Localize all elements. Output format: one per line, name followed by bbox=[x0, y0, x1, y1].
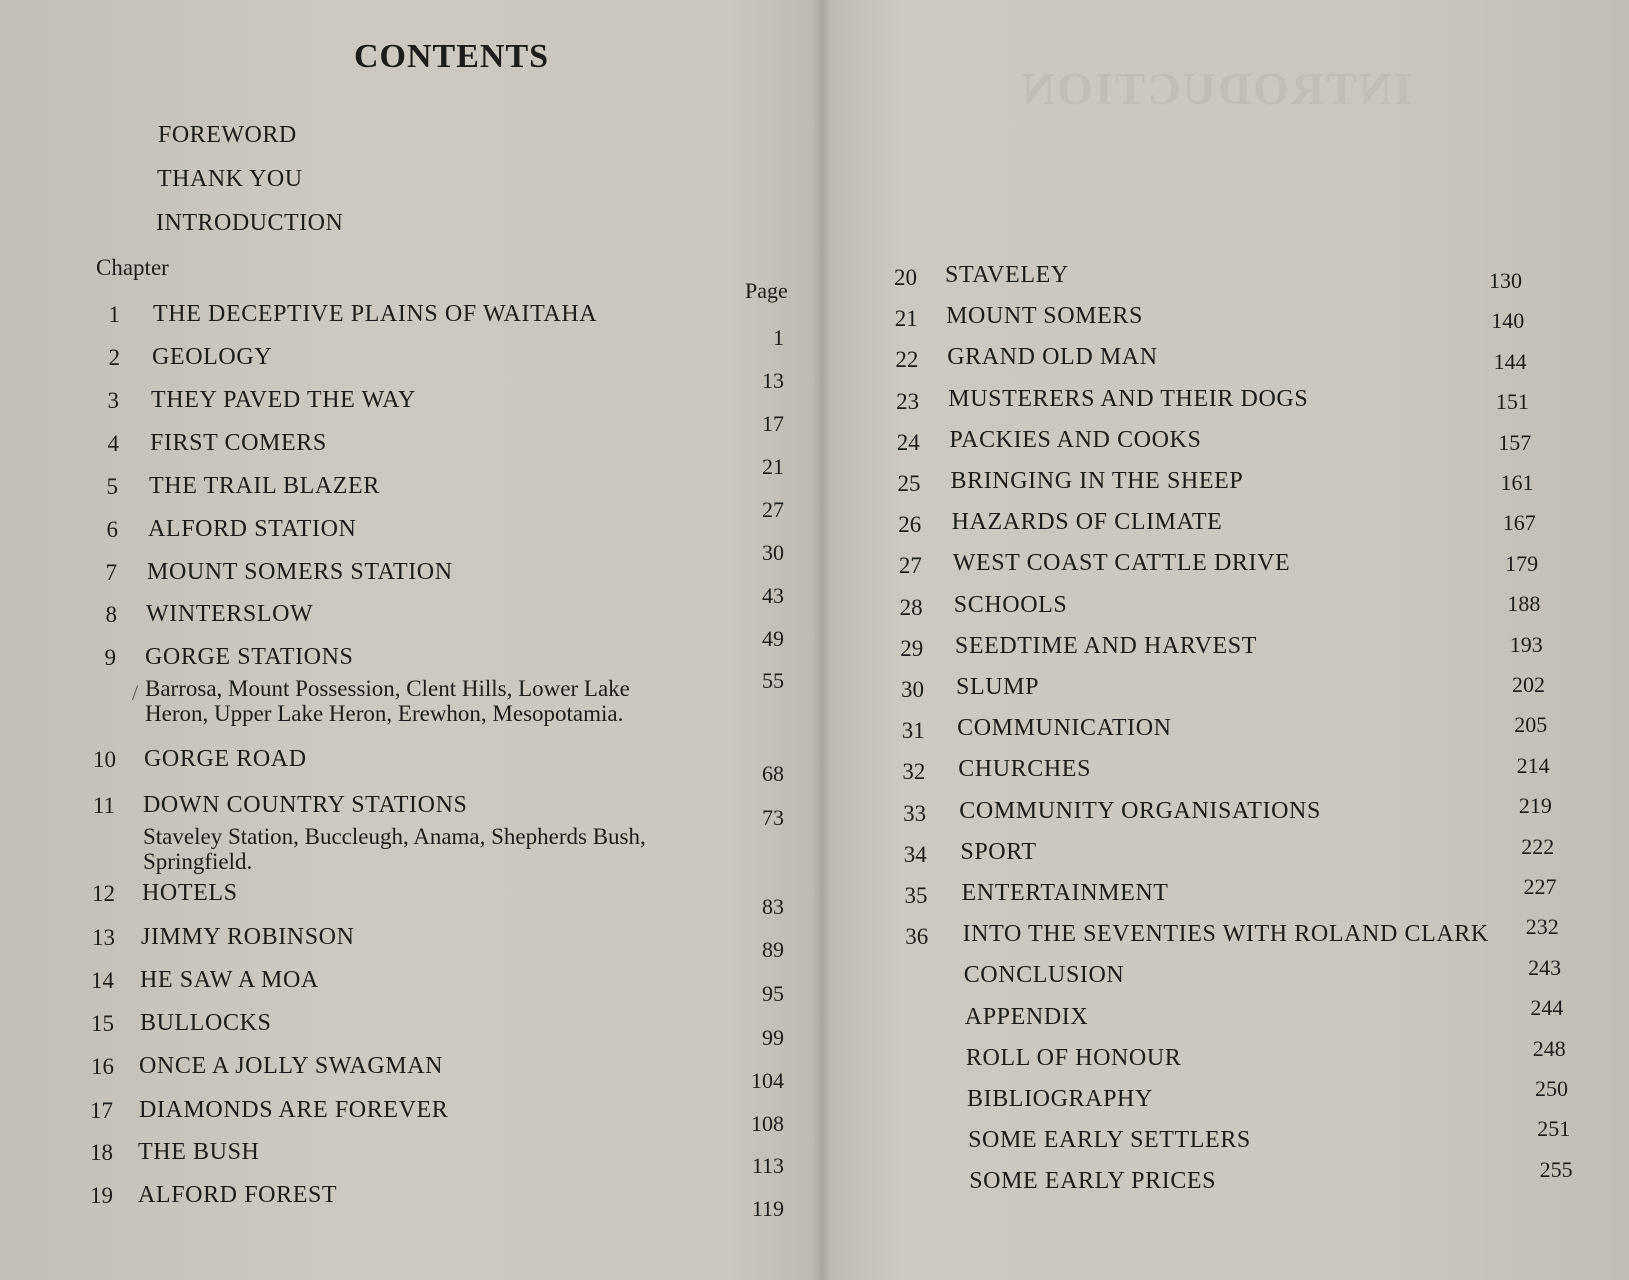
page-number: 83 bbox=[762, 894, 784, 919]
chapter-number: 15 bbox=[91, 1011, 114, 1036]
page-number: 167 bbox=[1502, 510, 1536, 536]
chapter-title: FIRST COMERS bbox=[150, 430, 327, 456]
page-number: 219 bbox=[1518, 793, 1552, 819]
page-number: 250 bbox=[1535, 1076, 1568, 1101]
chapter-title: INTO THE SEVENTIES WITH ROLAND CLARK bbox=[962, 921, 1489, 948]
chapter-subtitle: Heron, Upper Lake Heron, Erewhon, Mesopotamia. bbox=[145, 701, 624, 726]
chapter-number: 23 bbox=[896, 388, 920, 414]
chapter-number: 29 bbox=[900, 635, 924, 661]
page-number: 68 bbox=[762, 761, 784, 786]
page-number: 73 bbox=[762, 805, 784, 830]
page-number: 232 bbox=[1525, 914, 1559, 940]
chapter-title: ONCE A JOLLY SWAGMAN bbox=[139, 1053, 444, 1079]
prelim-thank-you: THANK YOU bbox=[157, 166, 303, 192]
chapter-number: 21 bbox=[894, 306, 918, 332]
page-number: 255 bbox=[1539, 1156, 1573, 1182]
chapter-title: SOME EARLY SETTLERS bbox=[968, 1127, 1251, 1154]
chapter-number: 13 bbox=[92, 925, 115, 950]
chapter-title: ROLL OF HONOUR bbox=[965, 1044, 1182, 1071]
chapter-number: 35 bbox=[904, 883, 928, 908]
prelim-foreword: FOREWORD bbox=[158, 122, 297, 148]
chapter-number: 19 bbox=[90, 1183, 113, 1208]
chapter-number: 18 bbox=[90, 1140, 113, 1165]
page-number: 113 bbox=[751, 1153, 784, 1178]
chapter-number: 7 bbox=[105, 560, 117, 585]
chapter-title: THE BUSH bbox=[138, 1139, 260, 1165]
page-number: 248 bbox=[1532, 1035, 1566, 1061]
chapter-number: 6 bbox=[106, 517, 118, 542]
chapter-number: 26 bbox=[898, 512, 922, 538]
chapter-title: JIMMY ROBINSON bbox=[141, 924, 355, 950]
page-number: 188 bbox=[1507, 591, 1541, 617]
chapter-title: GORGE STATIONS bbox=[145, 644, 354, 670]
page-number: 43 bbox=[762, 583, 784, 608]
page-number: 161 bbox=[1500, 470, 1534, 495]
chapter-title: BULLOCKS bbox=[140, 1010, 272, 1036]
chapter-number: 17 bbox=[90, 1098, 113, 1123]
chapter-number: 12 bbox=[92, 881, 115, 906]
chapter-number: 36 bbox=[905, 924, 929, 950]
page-number: 140 bbox=[1491, 308, 1525, 334]
chapter-title: APPENDIX bbox=[964, 1003, 1089, 1030]
chapter-number: 1 bbox=[108, 302, 120, 327]
page-number: 21 bbox=[762, 454, 784, 479]
chapter-number: 11 bbox=[92, 793, 115, 818]
page-number: 27 bbox=[762, 497, 784, 522]
chapter-number: 27 bbox=[898, 553, 922, 579]
chapter-number: 30 bbox=[901, 677, 924, 702]
contents-title: CONTENTS bbox=[354, 38, 550, 75]
chapter-title: BIBLIOGRAPHY bbox=[967, 1086, 1153, 1112]
chapter-number: 16 bbox=[91, 1054, 114, 1079]
page-number: 251 bbox=[1537, 1116, 1571, 1142]
chapter-number: 8 bbox=[105, 602, 117, 627]
chapter-title: SOME EARLY PRICES bbox=[969, 1168, 1217, 1195]
chapter-number: 14 bbox=[91, 968, 114, 993]
chapter-title: SPORT bbox=[960, 838, 1037, 865]
page-number: 151 bbox=[1495, 389, 1529, 415]
chapter-number: 32 bbox=[902, 759, 926, 785]
chapter-title: ALFORD FOREST bbox=[138, 1182, 338, 1208]
page-number: 95 bbox=[762, 981, 784, 1006]
pencil-mark: / bbox=[132, 680, 139, 705]
chapter-number: 28 bbox=[899, 594, 923, 620]
chapter-title: THE TRAIL BLAZER bbox=[149, 473, 380, 499]
page-number: 49 bbox=[762, 626, 784, 651]
chapter-number: 9 bbox=[104, 645, 116, 670]
chapter-title: PACKIES AND COOKS bbox=[949, 426, 1202, 453]
chapter-title: STAVELEY bbox=[945, 262, 1069, 288]
page-number: 214 bbox=[1516, 752, 1550, 778]
chapter-number: 20 bbox=[894, 265, 917, 290]
prelim-introduction: INTRODUCTION bbox=[156, 210, 344, 236]
page-number: 30 bbox=[762, 540, 784, 565]
page-number: 179 bbox=[1505, 550, 1539, 576]
page-number: 244 bbox=[1530, 995, 1564, 1021]
chapter-number: 33 bbox=[903, 800, 927, 826]
book-gutter bbox=[812, 0, 832, 1280]
chapter-number: 25 bbox=[897, 471, 921, 496]
chapter-title: MOUNT SOMERS STATION bbox=[147, 559, 453, 585]
page-number: 202 bbox=[1512, 672, 1545, 697]
page-number: 55 bbox=[762, 668, 784, 693]
chapter-number: 4 bbox=[107, 431, 119, 456]
chapter-title: COMMUNICATION bbox=[957, 715, 1172, 742]
chapter-number: 10 bbox=[93, 747, 116, 772]
bleed-through-text: INTRODUCTION bbox=[1020, 63, 1413, 114]
chapter-title: ENTERTAINMENT bbox=[961, 880, 1169, 906]
page-number: 130 bbox=[1489, 268, 1522, 293]
page-number: 243 bbox=[1528, 954, 1562, 980]
chapter-subtitle: Staveley Station, Buccleugh, Anama, Shepherds Bush, bbox=[143, 824, 646, 849]
chapter-title: THEY PAVED THE WAY bbox=[151, 387, 416, 413]
page-number: 108 bbox=[751, 1111, 784, 1136]
chapter-title: DOWN COUNTRY STATIONS bbox=[143, 792, 468, 818]
page-number: 1 bbox=[773, 325, 784, 350]
chapter-title: BRINGING IN THE SHEEP bbox=[950, 468, 1244, 494]
chapter-title: GRAND OLD MAN bbox=[947, 344, 1158, 371]
chapter-number: 2 bbox=[108, 345, 120, 370]
chapter-subtitle: Barrosa, Mount Possession, Clent Hills, Lower Lake bbox=[145, 676, 630, 701]
chapter-title: ALFORD STATION bbox=[148, 516, 357, 542]
chapter-title: SCHOOLS bbox=[953, 591, 1068, 618]
chapter-title: CONCLUSION bbox=[963, 962, 1125, 989]
chapter-subtitle: Springfield. bbox=[143, 849, 253, 874]
chapter-title: HAZARDS OF CLIMATE bbox=[951, 509, 1223, 536]
chapter-column-heading: Chapter bbox=[96, 255, 169, 280]
page-number: 119 bbox=[751, 1196, 784, 1221]
page-number: 13 bbox=[762, 368, 784, 393]
page-number: 193 bbox=[1509, 631, 1543, 657]
page-number: 222 bbox=[1521, 833, 1555, 859]
page-number: 227 bbox=[1523, 874, 1557, 899]
chapter-title: CHURCHES bbox=[958, 756, 1092, 783]
chapter-title: MUSTERERS AND THEIR DOGS bbox=[948, 385, 1309, 412]
page-number: 205 bbox=[1514, 712, 1548, 738]
chapter-title: COMMUNITY ORGANISATIONS bbox=[959, 797, 1321, 824]
chapter-number: 31 bbox=[901, 718, 925, 744]
page-number: 104 bbox=[751, 1068, 784, 1093]
chapter-number: 22 bbox=[895, 347, 919, 373]
page-number: 157 bbox=[1498, 429, 1532, 455]
chapter-number: 5 bbox=[106, 474, 118, 499]
chapter-title: GORGE ROAD bbox=[144, 746, 307, 772]
page-number: 17 bbox=[762, 411, 784, 436]
chapter-title: WINTERSLOW bbox=[146, 601, 314, 627]
page-number: 89 bbox=[762, 937, 784, 962]
chapter-title: HE SAW A MOA bbox=[140, 967, 319, 993]
chapter-title: THE DECEPTIVE PLAINS OF WAITAHA bbox=[153, 301, 598, 327]
page-column-heading: Page bbox=[745, 278, 788, 303]
chapter-number: 24 bbox=[896, 429, 920, 455]
chapter-title: SLUMP bbox=[956, 674, 1040, 700]
chapter-title: MOUNT SOMERS bbox=[946, 303, 1143, 330]
page-number: 99 bbox=[762, 1025, 784, 1050]
chapter-title: DIAMONDS ARE FOREVER bbox=[139, 1097, 449, 1123]
page-number: 144 bbox=[1493, 348, 1527, 374]
chapter-number: 34 bbox=[903, 841, 927, 867]
chapter-title: GEOLOGY bbox=[152, 344, 273, 370]
chapter-title: HOTELS bbox=[142, 880, 238, 906]
chapter-title: WEST COAST CATTLE DRIVE bbox=[952, 550, 1291, 577]
chapter-number: 3 bbox=[107, 388, 119, 413]
chapter-title: SEEDTIME AND HARVEST bbox=[954, 632, 1257, 659]
